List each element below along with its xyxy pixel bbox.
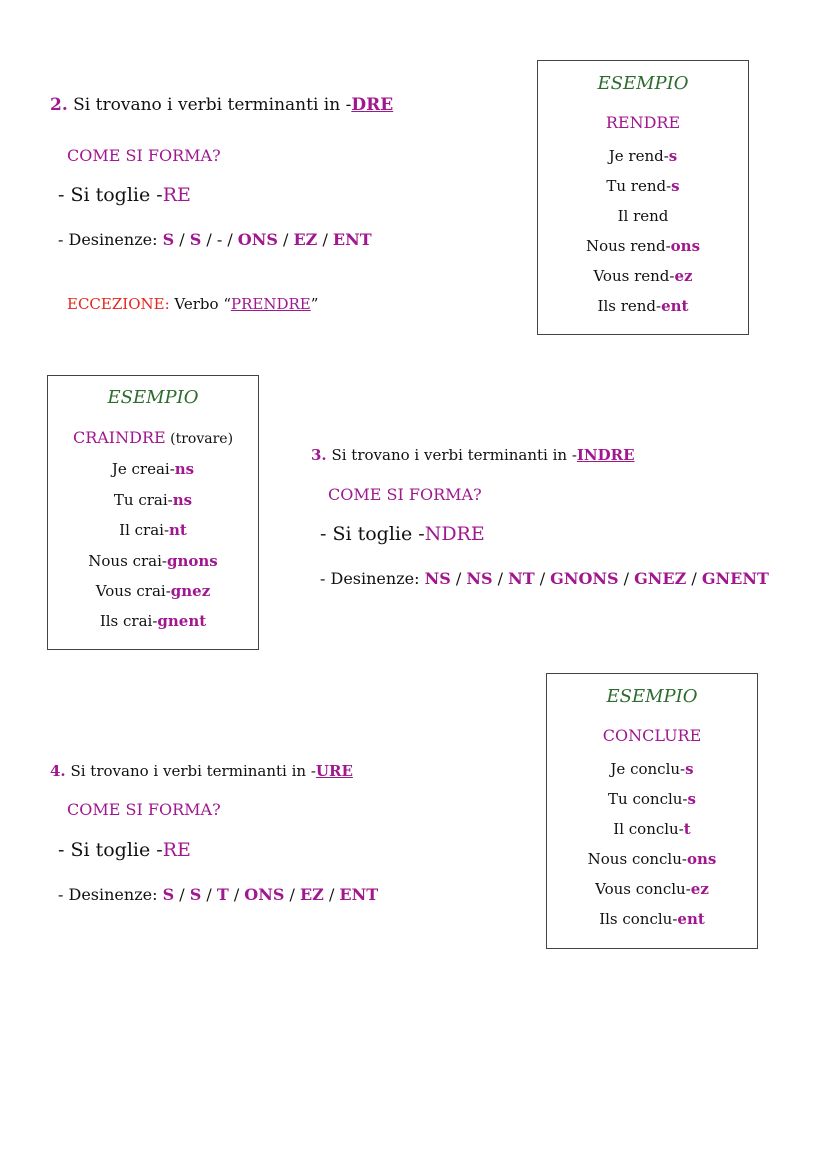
section2-ending: ENT [332, 230, 372, 249]
conjugation-row: Il conclu-t [613, 820, 691, 838]
example-verb: CONCLURE [602, 726, 702, 745]
section3-ending: GNENT [701, 569, 769, 588]
section4-heading-text: Si trovano i verbi terminanti in - [70, 762, 316, 780]
section2-heading-suffix: DRE [351, 95, 394, 115]
section2-ending: EZ [293, 230, 318, 249]
section3-ending: NS [424, 569, 451, 588]
conjugation-row: Vous conclu-ez [595, 880, 709, 898]
example-box-craindre [47, 375, 259, 650]
conjugation-row: Ils crai-gnent [99, 612, 207, 630]
conjugation-row: Nous conclu-ons [587, 850, 717, 868]
conjugation-row: Il rend [617, 207, 669, 225]
section2-heading [50, 95, 393, 115]
conjugation-row: Ils rend-ent [597, 297, 689, 315]
section3-rule-text: - Si toglie - [320, 523, 425, 545]
section2-exception [67, 295, 318, 313]
section2-rule [58, 184, 191, 206]
conjugation-row: Vous rend-ez [593, 267, 693, 285]
conjugation-row: Vous crai-gnez [95, 582, 211, 600]
exception-label: ECCEZIONE: [67, 295, 170, 313]
section4-rule [58, 839, 191, 861]
example-title: ESEMPIO [606, 686, 698, 707]
section3-number: 3. [311, 446, 327, 464]
example-verb: RENDRE [605, 113, 681, 132]
conjugation-row: Je rend-s [608, 147, 678, 165]
section4-question: COME SI FORMA? [67, 800, 221, 819]
section3-endings: - Desinenze: NS / NS / NT / GNONS / GNEZ / GNENT [320, 569, 769, 588]
section3-question: COME SI FORMA? [328, 485, 482, 504]
section2-rule-suffix: RE [162, 184, 191, 206]
conjugation-row: Nous crai-gnons [88, 552, 218, 570]
section2-endings-label: - Desinenze: [58, 230, 163, 249]
section4-endings-label: - Desinenze: [58, 885, 163, 904]
section3-ending: GNEZ [634, 569, 687, 588]
section4-rule-suffix: RE [162, 839, 191, 861]
section3-ending: GNONS [550, 569, 619, 588]
section3-rule-suffix: NDRE [424, 523, 485, 545]
section4-ending: T [216, 885, 229, 904]
section3-endings-label: - Desinenze: [320, 569, 425, 588]
section4-ending: S [162, 885, 175, 904]
section4-ending: EZ [299, 885, 324, 904]
conjugation-row: Il crai-nt [119, 521, 187, 539]
example-box-conclure [546, 673, 758, 949]
conjugation-row: Tu crai-ns [113, 491, 193, 509]
section3-ending: NT [508, 569, 535, 588]
conjugation-row: Nous rend-ons [585, 237, 701, 255]
section2-ending: - [216, 230, 223, 249]
section4-heading-suffix: URE [315, 762, 353, 780]
conjugation-row: Ils conclu-ent [599, 910, 705, 928]
conjugation-row: Tu conclu-s [608, 790, 696, 808]
section4-ending: ENT [339, 885, 379, 904]
section4-rule-text: - Si toglie - [58, 839, 163, 861]
section2-question: COME SI FORMA? [67, 146, 221, 165]
exception-text-post: ” [310, 295, 319, 313]
section2-endings: - Desinenze: S / S / - / ONS / EZ / ENT [58, 230, 372, 249]
section4-heading [50, 762, 353, 780]
section3-ending: NS [466, 569, 493, 588]
conjugation-row: Je conclu-s [610, 760, 694, 778]
section3-rule [320, 523, 485, 545]
exception-text: Verbo “ [169, 295, 231, 313]
conjugation-row: Tu rend-s [606, 177, 680, 195]
exception-verb: PRENDRE [230, 295, 311, 313]
section4-ending: S [189, 885, 202, 904]
section4-number: 4. [50, 762, 66, 780]
section4-endings: - Desinenze: S / S / T / ONS / EZ / ENT [58, 885, 379, 904]
section2-heading-text: Si trovano i verbi terminanti in - [73, 95, 352, 115]
verb-gloss: (trovare) [165, 431, 234, 447]
example-box-rendre [537, 60, 749, 335]
section2-rule-text: - Si toglie - [58, 184, 163, 206]
conjugation-row: Je creai-ns [111, 460, 195, 478]
section2-ending: S [189, 230, 202, 249]
section2-number: 2. [50, 95, 68, 115]
section3-heading-text: Si trovano i verbi terminanti in - [331, 446, 577, 464]
section2-ending: ONS [237, 230, 278, 249]
section2-ending: S [162, 230, 175, 249]
example-verb: CRAINDRE (trovare) [72, 428, 234, 447]
example-title: ESEMPIO [107, 387, 199, 408]
example-title: ESEMPIO [597, 73, 689, 94]
section3-heading-suffix: INDRE [576, 446, 635, 464]
section3-heading [311, 446, 635, 464]
section4-ending: ONS [244, 885, 285, 904]
